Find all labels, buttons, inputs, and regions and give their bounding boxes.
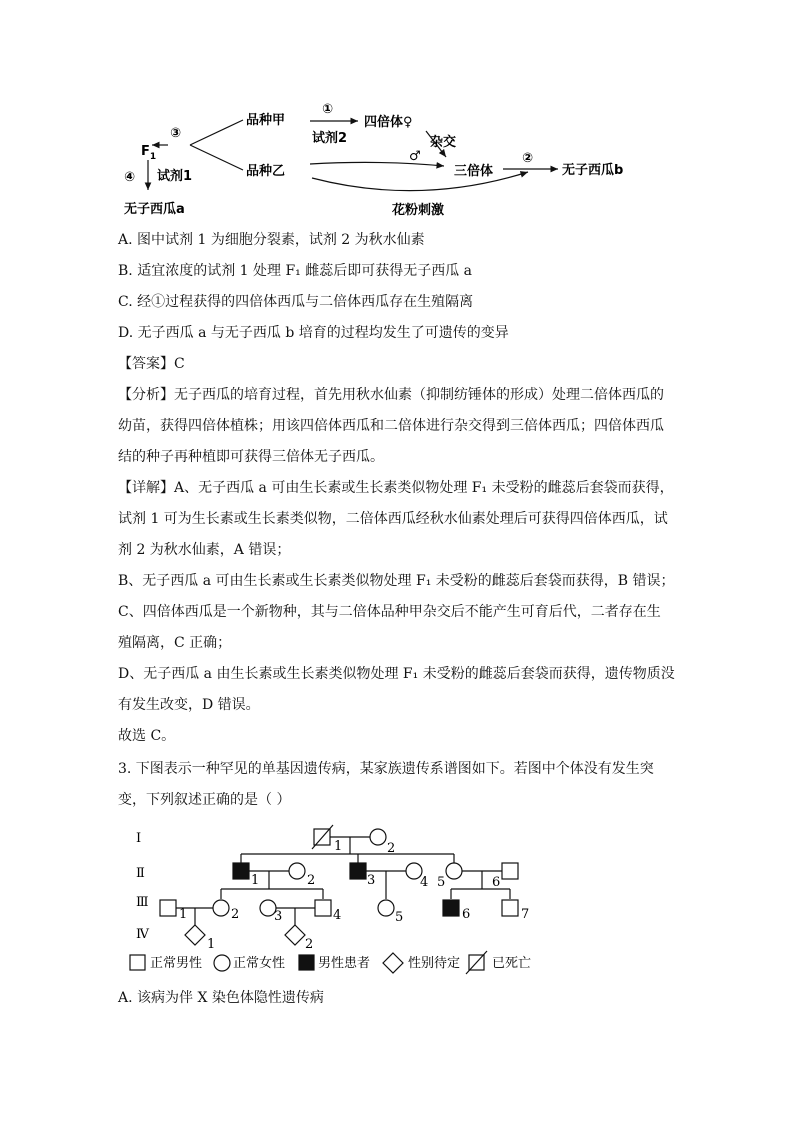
III5-number: 5: [395, 910, 404, 925]
IV2-number: 2: [305, 937, 314, 952]
III2-number: 2: [231, 907, 240, 922]
generation-II: Ⅱ: [136, 866, 145, 881]
question3-option-a: A. 该病为伴 X 染色体隐性遗传病: [118, 990, 324, 1006]
cross-label: 杂交: [430, 135, 457, 150]
option-a: A. 图中试剂 1 为细胞分裂素，试剂 2 为秋水仙素: [118, 232, 425, 248]
IV1-number: 1: [207, 937, 216, 952]
step3-marker: ③: [170, 126, 182, 141]
step1-marker: ①: [322, 102, 334, 117]
III1-number: 1: [179, 907, 188, 922]
II2-number: 2: [307, 873, 316, 888]
tetraploid-label: 四倍体♀: [364, 115, 413, 130]
detail-line-5: C、四倍体西瓜是一个新物种，其与二倍体品种甲杂交后不能产生可育后代，二者存在生: [118, 604, 661, 620]
option-c: C. 经①过程获得的四倍体西瓜与二倍体西瓜存在生殖隔离: [118, 294, 474, 310]
legend-deceased: 已死亡: [492, 956, 532, 971]
arrow-pollen: [312, 172, 528, 191]
triploid-label: 三倍体: [454, 164, 494, 179]
variety-b-label: 品种乙: [246, 164, 286, 179]
legend-affected-male-symbol: [299, 955, 314, 970]
f1-label: $F_1$: [141, 144, 157, 162]
analysis-line-2: 幼苗，获得四倍体植株；用该四倍体西瓜和二倍体进行杂交得到三倍体西瓜；四倍体西瓜: [118, 418, 664, 434]
branch-line-b: [190, 145, 243, 170]
detail-line-4: B、无子西瓜 a 可由生长素或生长素类似物处理 F₁ 未受粉的雌蕊后套袋而获得，B 错误；: [118, 573, 675, 589]
III4-number: 4: [333, 908, 342, 923]
step2-marker: ②: [522, 151, 534, 166]
variety-a-label: 品种甲: [246, 113, 286, 128]
pollen-label: 花粉刺激: [392, 203, 445, 218]
detail-line-2: 试剂 1 可为生长素或生长素类似物，二倍体西瓜经秋水仙素处理后可获得四倍体西瓜，试: [118, 511, 668, 527]
legend-normal-female: 正常女性: [233, 956, 286, 971]
generation-III: Ⅲ: [136, 895, 149, 910]
III5-normal-female: [378, 900, 394, 916]
detail-line-3: 剂 2 为秋水仙素，A 错误；: [118, 542, 291, 558]
II1-affected-male: [233, 863, 249, 879]
II6-number: 6: [492, 875, 501, 890]
I2-number: 2: [387, 841, 396, 856]
detail-line-8: 有发生改变，D 错误。: [118, 697, 260, 713]
analysis-line-1: 【分析】无子西瓜的培育过程，首先用秋水仙素（抑制纺锤体的形成）处理二倍体西瓜的: [118, 387, 664, 403]
II3-number: 3: [367, 873, 376, 888]
answer: 【答案】C: [118, 356, 185, 372]
reagent2-label: 试剂2: [312, 131, 348, 146]
detail-line-1: 【详解】A、无子西瓜 a 可由生长素或生长素类似物处理 F₁ 未受粉的雌蕊后套袋而获得，: [118, 480, 674, 496]
III4-normal-male: [315, 900, 331, 916]
pedigree-chart: [0, 820, 794, 990]
watermelon-breeding-diagram: [0, 0, 794, 225]
option-b: B. 适宜浓度的试剂 1 处理 F₁ 雌蕊后即可获得无子西瓜 a: [118, 263, 473, 279]
III6-affected-male: [443, 900, 459, 916]
II1-number: 1: [251, 873, 260, 888]
legend-normal-female-symbol: [214, 955, 230, 971]
step4-marker: ④: [124, 170, 136, 185]
III3-number: 3: [274, 909, 283, 924]
detail-line-7: D、无子西瓜 a 由生长素或生长素类似物处理 F₁ 未受粉的雌蕊后套袋而获得，遗传物质没: [118, 666, 675, 682]
arrow-variety-b-to-triploid: [310, 162, 444, 166]
legend-normal-male: 正常男性: [150, 956, 203, 971]
legend-normal-male-symbol: [130, 955, 145, 970]
III7-number: 7: [521, 907, 530, 922]
II4-number: 4: [420, 875, 429, 890]
seedless-a-label: 无子西瓜a: [124, 202, 185, 217]
seedless-b-label: 无子西瓜b: [562, 163, 624, 178]
III1-normal-male: [160, 900, 176, 916]
legend-affected-male: 男性患者: [318, 956, 371, 971]
II5-normal-female: [446, 863, 462, 879]
legend-sex-unknown-symbol: [383, 953, 403, 973]
branch-line-a: [190, 120, 243, 145]
III6-number: 6: [462, 907, 471, 922]
reagent1-label: 试剂1: [157, 169, 193, 184]
generation-IV: Ⅳ: [136, 927, 149, 942]
question3-stem-line-1: 3. 下图表示一种罕见的单基因遗传病，某家族遗传系谱图如下。若图中个体没有发生突: [118, 761, 654, 777]
male-symbol: ♂: [409, 149, 421, 164]
generation-I: Ⅰ: [136, 831, 142, 846]
II5-number: 5: [437, 875, 446, 890]
question3-stem-line-2: 变，下列叙述正确的是（ ）: [118, 792, 291, 808]
analysis-line-3: 结的种子再种植即可获得三倍体无子西瓜。: [118, 449, 384, 465]
II2-normal-female: [289, 863, 305, 879]
II6-normal-male: [502, 863, 518, 879]
legend-sex-unknown: 性别待定: [408, 956, 461, 971]
I1-number: 1: [334, 839, 343, 854]
I2-normal-female: [370, 829, 386, 845]
conclusion: 故选 C。: [118, 728, 176, 744]
III7-normal-male: [502, 900, 518, 916]
option-d: D. 无子西瓜 a 与无子西瓜 b 培育的过程均发生了可遗传的变异: [118, 325, 509, 341]
II3-affected-male: [350, 863, 366, 879]
IV2-sex-unknown: [285, 925, 305, 945]
detail-line-6: 殖隔离，C 正确；: [118, 635, 232, 651]
III2-normal-female: [213, 900, 229, 916]
IV1-sex-unknown: [185, 925, 205, 945]
